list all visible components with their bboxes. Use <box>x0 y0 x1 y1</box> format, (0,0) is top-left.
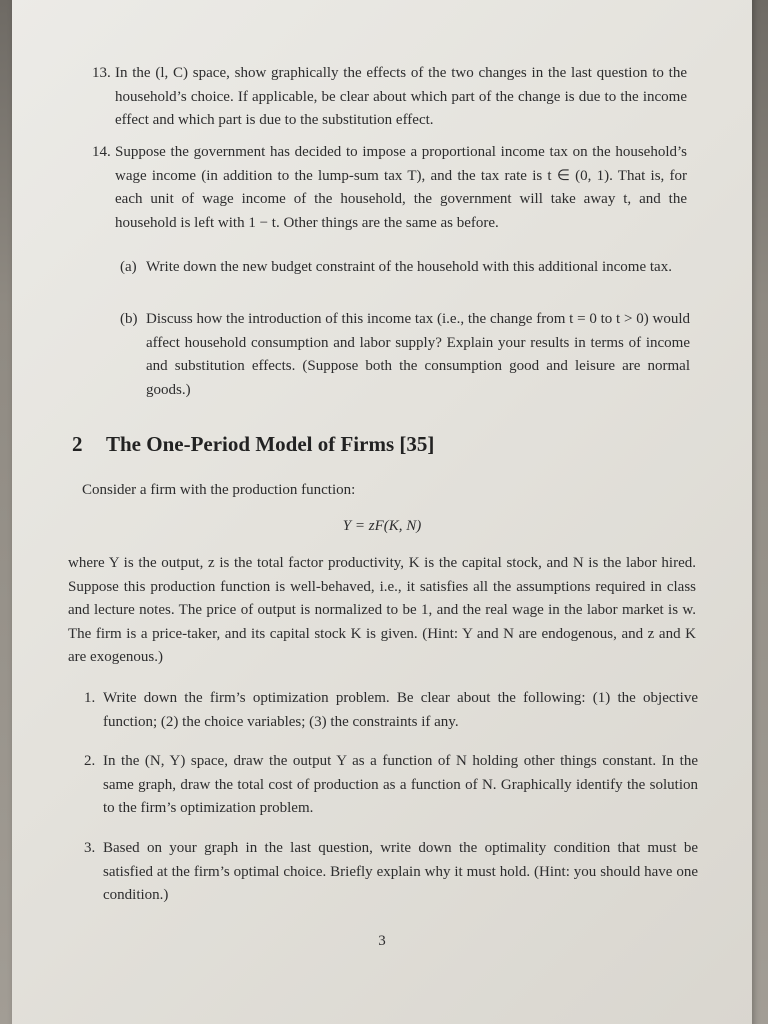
section-title: The One-Period Model of Firms [35] <box>106 432 435 456</box>
production-equation: Y = zF(K, N) <box>342 518 422 534</box>
list-item-2 <box>84 750 698 821</box>
item-text: Write down the firm’s optimization problem. Be clear about the following: (1) the objective function; (2) the choice variables; (3) the constraints if any. <box>103 690 698 730</box>
page-number: 3 <box>378 933 386 949</box>
model-paragraph: where Y is the output, z is the total factor productivity, K is the capital stock, and N is the labor hired. Suppose this production function is well-behaved, i.e., it satisfies all the assumptions required in class and lecture notes. The price of output is normalized to be 1, and the real wage in the labor market is w. The firm is a price-taker, and its capital stock K is given. (Hint: Y and N are endogenous, and z and K are exogenous.) <box>68 555 696 665</box>
question-14b <box>120 308 690 402</box>
item-number: 3. <box>84 840 96 856</box>
item-number: 1. <box>84 690 96 706</box>
paper-sheet <box>12 0 752 1024</box>
list-item-3 <box>84 837 698 908</box>
section-heading <box>72 432 434 457</box>
question-13 <box>92 62 687 133</box>
question-14 <box>92 141 687 235</box>
item-number: 2. <box>84 753 96 769</box>
subquestion-label: (a) <box>120 259 137 275</box>
question-number: 13. <box>92 65 111 81</box>
list-item-1 <box>84 687 698 734</box>
question-number: 14. <box>92 144 111 160</box>
subquestion-label: (b) <box>120 311 138 327</box>
subquestion-text: Write down the new budget constraint of the household with this additional income tax. <box>146 259 672 275</box>
intro-text: Consider a firm with the production function: <box>82 482 356 498</box>
question-text: Suppose the government has decided to impose a proportional income tax on the household’s wage income (in addition to the lump-sum tax T), and the tax rate is t ∈ (0, 1). That is, for each unit of wage income of the household, the government will take away t, and the household is left with 1 − t. Other things are the same as before. <box>115 144 687 231</box>
question-text: In the (l, C) space, show graphically the effects of the two changes in the last question to the household’s choice. If applicable, be clear about which part of the change is due to the income effect and which part is due to the substitution effect. <box>115 65 687 128</box>
section-number: 2 <box>72 432 83 456</box>
item-text: Based on your graph in the last question, write down the optimality condition that must be satisfied at the firm’s optimal choice. Briefly explain why it must hold. (Hint: you should have one condition.) <box>103 840 698 903</box>
question-14a <box>120 256 690 280</box>
item-text: In the (N, Y) space, draw the output Y as a function of N holding other things constant. In the same graph, draw the total cost of production as a function of N. Graphically identify the solution to the firm’s optimization problem. <box>103 753 698 816</box>
subquestion-text: Discuss how the introduction of this income tax (i.e., the change from t = 0 to t > 0) would affect household consumption and labor supply? Explain your results in terms of income and substitution effects. (Suppose both the consumption good and leisure are normal goods.) <box>146 311 690 398</box>
